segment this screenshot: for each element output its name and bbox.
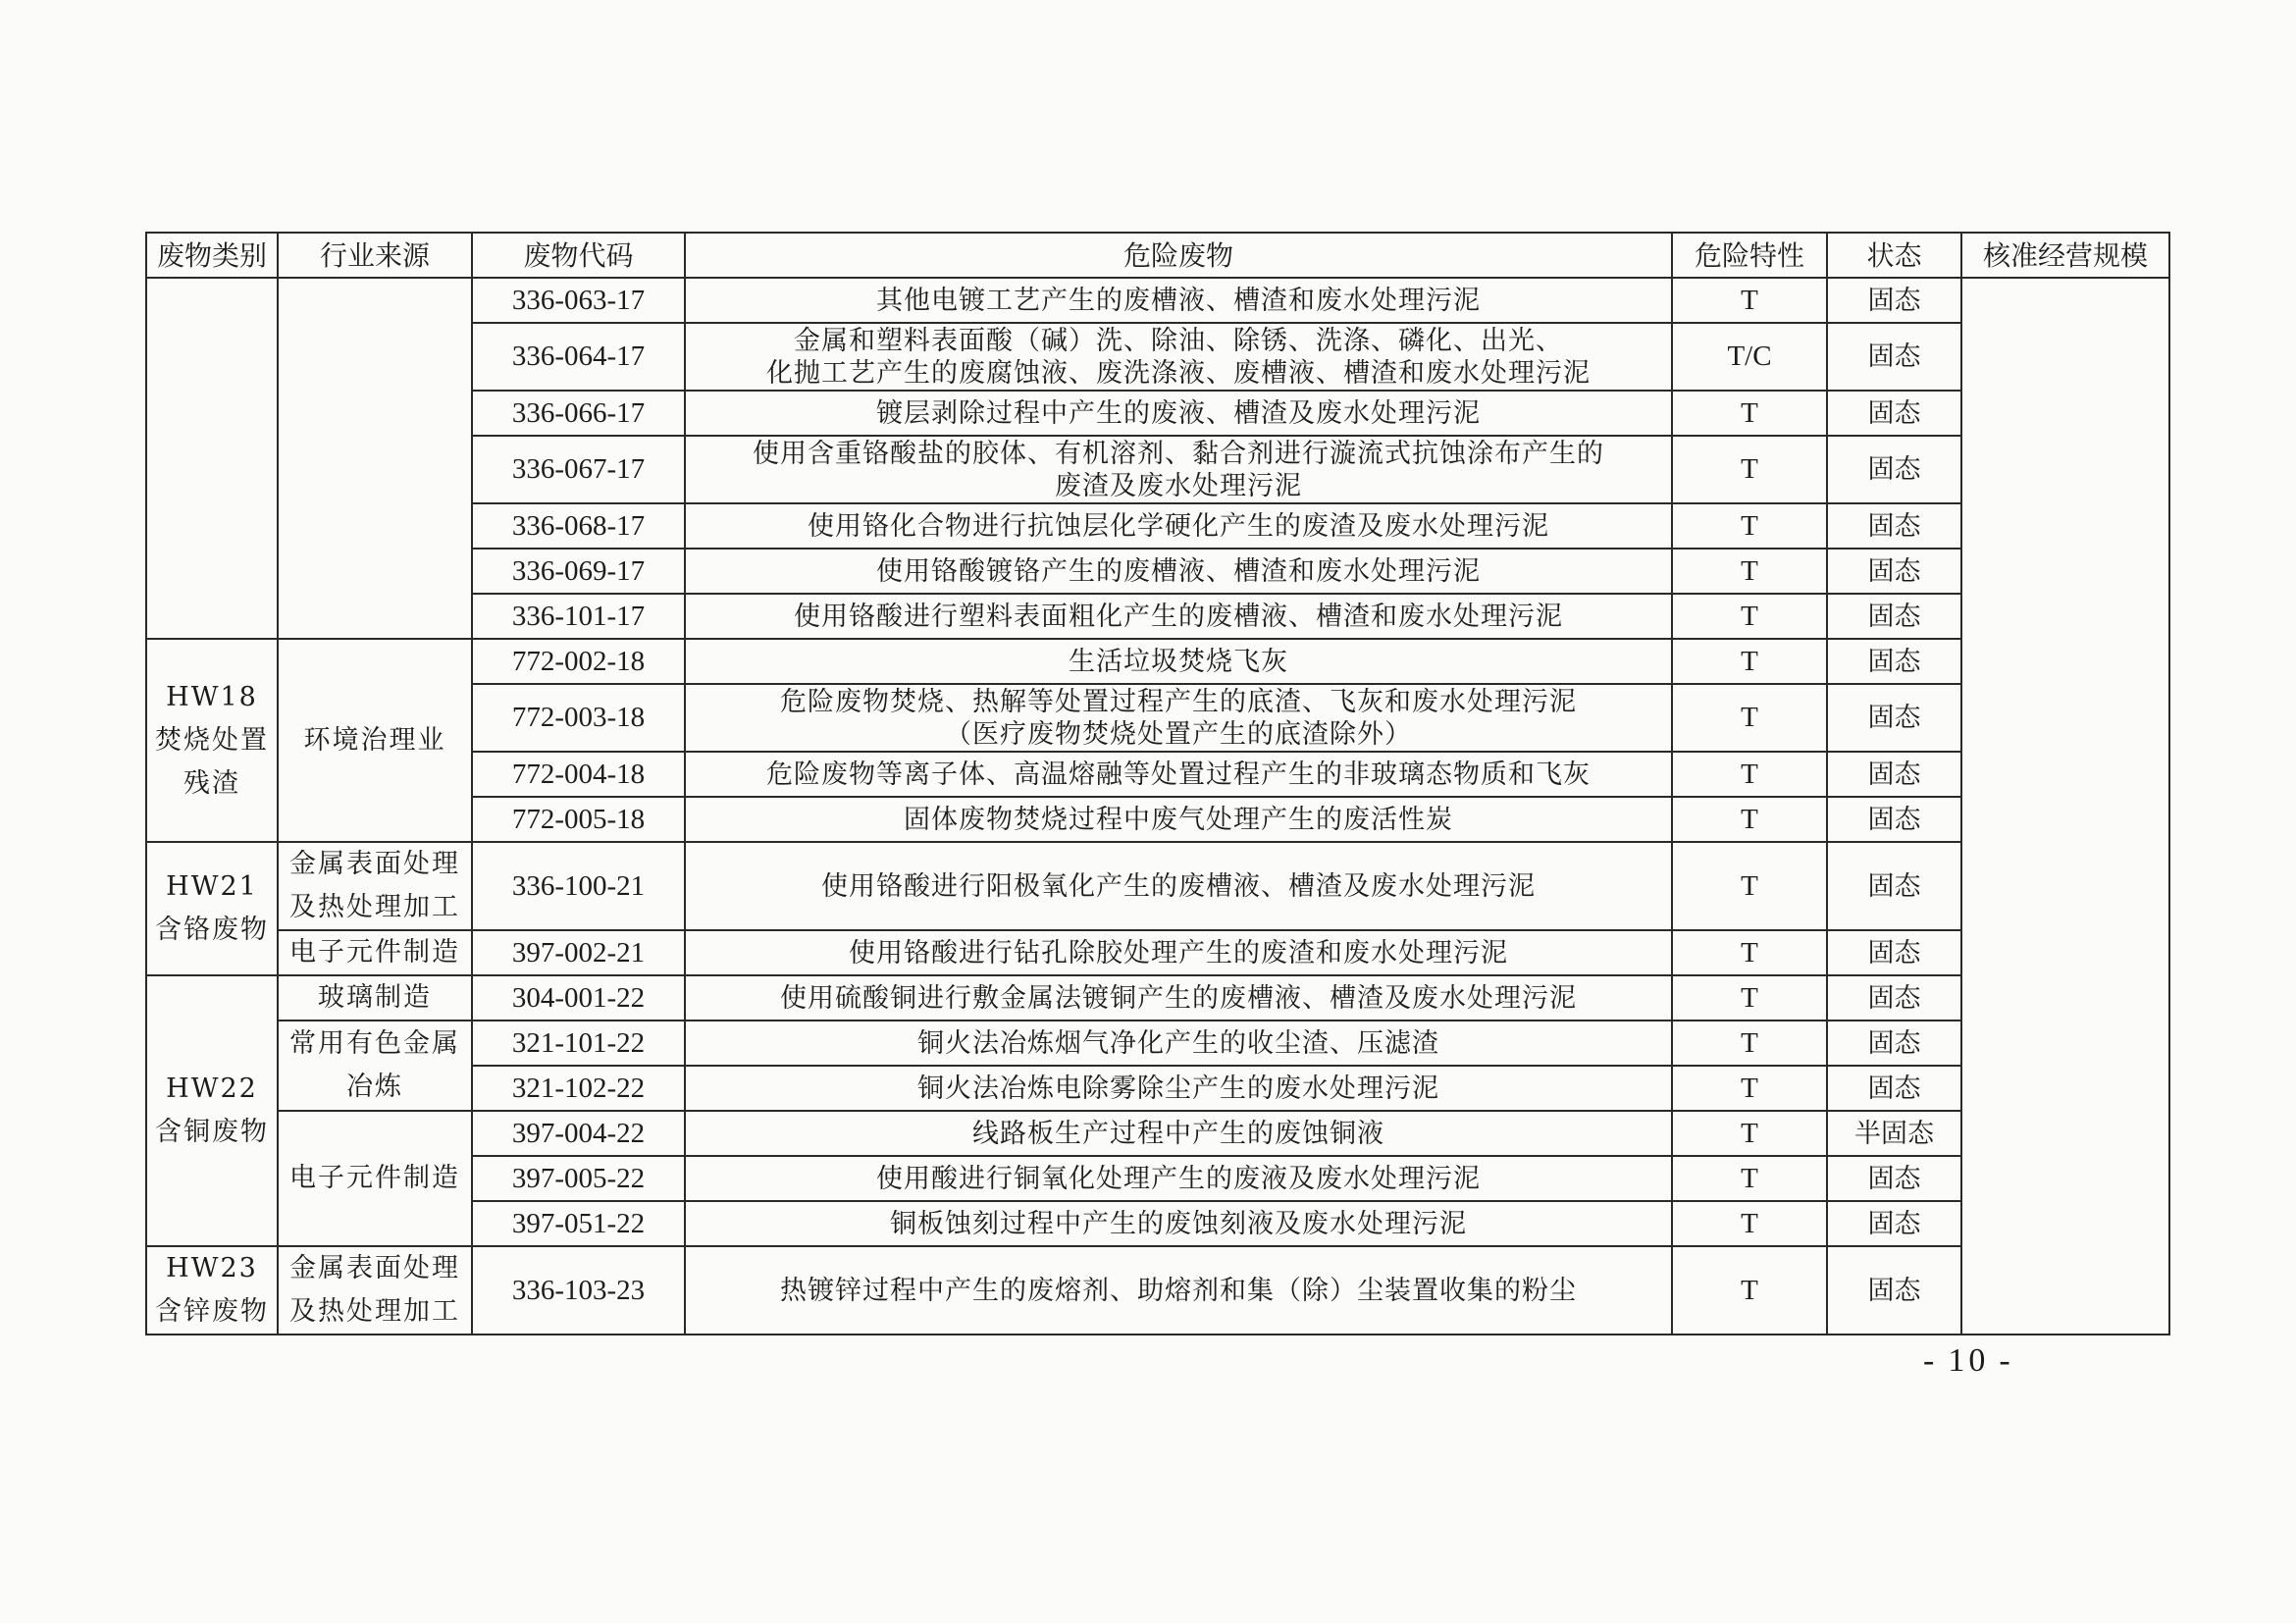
waste-description: 铜火法冶炼电除雾除尘产生的废水处理污泥	[685, 1066, 1672, 1111]
waste-code: 336-103-23	[472, 1246, 685, 1335]
source-cell	[278, 842, 472, 930]
table-row	[146, 1021, 2169, 1066]
table-row	[146, 1246, 2169, 1335]
hazard-property: T	[1672, 1201, 1827, 1246]
waste-state: 固态	[1827, 1021, 1961, 1066]
waste-state: 固态	[1827, 391, 1961, 436]
waste-description: 固体废物焚烧过程中废气处理产生的废活性炭	[685, 797, 1672, 842]
waste-state: 固态	[1827, 639, 1961, 684]
source-cell: 环境治理业	[278, 639, 472, 842]
waste-code: 336-063-17	[472, 278, 685, 323]
category-name: 含锌废物	[155, 1296, 269, 1327]
category-code: HW18	[166, 681, 258, 712]
description-line: （医疗废物焚烧处置产生的底渣除外）	[945, 718, 1412, 750]
table-row	[146, 639, 2169, 684]
waste-description: 使用铬酸进行钻孔除胶处理产生的废渣和废水处理污泥	[685, 930, 1672, 975]
header-code: 废物代码	[472, 233, 685, 278]
waste-code: 397-051-22	[472, 1201, 685, 1246]
hazard-property: T	[1672, 797, 1827, 842]
waste-description: 使用铬化合物进行抗蚀层化学硬化产生的废渣及废水处理污泥	[685, 503, 1672, 549]
waste-state: 固态	[1827, 549, 1961, 594]
page-number-dash: -	[1923, 1342, 1939, 1379]
hazard-property: T	[1672, 549, 1827, 594]
waste-description: 使用酸进行铜氧化处理产生的废液及废水处理污泥	[685, 1156, 1672, 1201]
waste-code: 772-005-18	[472, 797, 685, 842]
hazard-property: T	[1672, 1246, 1827, 1335]
category-code: HW22	[166, 1073, 258, 1104]
category-name: 残渣	[183, 767, 240, 799]
waste-state: 固态	[1827, 503, 1961, 549]
table-row	[146, 842, 2169, 930]
source-cell: 电子元件制造	[278, 1111, 472, 1246]
category-name: 含铬废物	[155, 915, 269, 945]
page-number-dash: -	[1999, 1342, 2014, 1379]
waste-state: 固态	[1827, 1246, 1961, 1335]
waste-code: 321-101-22	[472, 1021, 685, 1066]
source-cell-empty	[278, 278, 472, 639]
waste-description: 线路板生产过程中产生的废蚀铜液	[685, 1111, 1672, 1156]
waste-state: 固态	[1827, 930, 1961, 975]
waste-code: 336-101-17	[472, 594, 685, 639]
waste-code: 336-066-17	[472, 391, 685, 436]
waste-description: 危险废物等离子体、高温熔融等处置过程产生的非玻璃态物质和飞灰	[685, 752, 1672, 797]
hazard-property: T	[1672, 1111, 1827, 1156]
header-hazard: 危险特性	[1672, 233, 1827, 278]
header-category: 废物类别	[146, 233, 278, 278]
source-line: 及热处理加工	[289, 892, 460, 922]
waste-state: 固态	[1827, 436, 1961, 503]
waste-description: 使用铬酸镀铬产生的废槽液、槽渣和废水处理污泥	[685, 549, 1672, 594]
waste-code: 336-064-17	[472, 323, 685, 391]
waste-state: 固态	[1827, 1156, 1961, 1201]
hazard-property: T	[1672, 842, 1827, 930]
category-name: 焚烧处置	[155, 724, 269, 756]
category-code: HW21	[166, 871, 258, 902]
hazard-property: T	[1672, 594, 1827, 639]
description-line: 金属和塑料表面酸（碱）洗、除油、除锈、洗涤、磷化、出光、	[794, 325, 1563, 356]
hazard-property: T	[1672, 1156, 1827, 1201]
waste-description: 使用硫酸铜进行敷金属法镀铜产生的废槽液、槽渣及废水处理污泥	[685, 975, 1672, 1021]
category-cell-hw18	[146, 639, 278, 842]
hazardous-waste-table	[145, 232, 2170, 1335]
source-cell: 玻璃制造	[278, 975, 472, 1021]
approved-scale-cell	[1961, 278, 2169, 1335]
waste-description: 生活垃圾焚烧飞灰	[685, 639, 1672, 684]
hazard-property: T	[1672, 930, 1827, 975]
hazard-property: T	[1672, 503, 1827, 549]
waste-description: 其他电镀工艺产生的废槽液、槽渣和废水处理污泥	[685, 278, 1672, 323]
description-line: 废渣及废水处理污泥	[1055, 470, 1302, 501]
table-row	[146, 930, 2169, 975]
waste-state: 固态	[1827, 1066, 1961, 1111]
category-cell-hw23	[146, 1246, 278, 1335]
hazard-property: T	[1672, 436, 1827, 503]
table-row	[146, 278, 2169, 323]
header-source: 行业来源	[278, 233, 472, 278]
table-row	[146, 1111, 2169, 1156]
hazard-property: T	[1672, 391, 1827, 436]
category-cell-hw21	[146, 842, 278, 975]
source-cell: 电子元件制造	[278, 930, 472, 975]
waste-state: 固态	[1827, 278, 1961, 323]
waste-state: 固态	[1827, 797, 1961, 842]
waste-description: 铜火法冶炼烟气净化产生的收尘渣、压滤渣	[685, 1021, 1672, 1066]
waste-code: 336-069-17	[472, 549, 685, 594]
source-line: 及热处理加工	[289, 1296, 460, 1327]
header-scale: 核准经营规模	[1961, 233, 2169, 278]
waste-state: 固态	[1827, 975, 1961, 1021]
waste-description: 铜板蚀刻过程中产生的废蚀刻液及废水处理污泥	[685, 1201, 1672, 1246]
source-cell	[278, 1246, 472, 1335]
hazard-property: T	[1672, 639, 1827, 684]
hazard-property: T	[1672, 1021, 1827, 1066]
waste-state: 固态	[1827, 323, 1961, 391]
source-line: 冶炼	[346, 1072, 403, 1102]
header-waste: 危险废物	[685, 233, 1672, 278]
waste-code: 321-102-22	[472, 1066, 685, 1111]
waste-state: 半固态	[1827, 1111, 1961, 1156]
waste-description	[685, 436, 1672, 503]
waste-code: 336-068-17	[472, 503, 685, 549]
hazard-property: T	[1672, 752, 1827, 797]
hazard-property: T/C	[1672, 323, 1827, 391]
waste-description: 使用铬酸进行塑料表面粗化产生的废槽液、槽渣和废水处理污泥	[685, 594, 1672, 639]
waste-description	[685, 323, 1672, 391]
waste-state: 固态	[1827, 842, 1961, 930]
page-number-value: 10	[1948, 1342, 1990, 1379]
source-cell	[278, 1021, 472, 1111]
header-row	[146, 233, 2169, 278]
waste-code: 336-100-21	[472, 842, 685, 930]
category-cell-hw22	[146, 975, 278, 1246]
waste-state: 固态	[1827, 594, 1961, 639]
waste-description: 镀层剥除过程中产生的废液、槽渣及废水处理污泥	[685, 391, 1672, 436]
waste-code: 397-005-22	[472, 1156, 685, 1201]
hazard-property: T	[1672, 278, 1827, 323]
waste-code: 304-001-22	[472, 975, 685, 1021]
table-row	[146, 975, 2169, 1021]
hazard-property: T	[1672, 684, 1827, 752]
source-line: 金属表面处理	[289, 849, 460, 879]
header-state: 状态	[1827, 233, 1961, 278]
source-line: 金属表面处理	[289, 1253, 460, 1283]
waste-code: 397-004-22	[472, 1111, 685, 1156]
waste-code: 772-003-18	[472, 684, 685, 752]
category-cell-empty	[146, 278, 278, 639]
category-code: HW23	[166, 1253, 258, 1283]
waste-description	[685, 684, 1672, 752]
waste-code: 772-002-18	[472, 639, 685, 684]
category-name: 含铜废物	[155, 1117, 269, 1147]
description-line: 使用含重铬酸盐的胶体、有机溶剂、黏合剂进行漩流式抗蚀涂布产生的	[753, 438, 1604, 469]
description-line: 化抛工艺产生的废腐蚀液、废洗涤液、废槽液、槽渣和废水处理污泥	[766, 357, 1591, 389]
waste-description: 使用铬酸进行阳极氧化产生的废槽液、槽渣及废水处理污泥	[685, 842, 1672, 930]
page-number	[1913, 1342, 2024, 1380]
waste-state: 固态	[1827, 684, 1961, 752]
description-line: 危险废物焚烧、热解等处置过程产生的底渣、飞灰和废水处理污泥	[780, 686, 1577, 717]
hazard-property: T	[1672, 975, 1827, 1021]
waste-state: 固态	[1827, 752, 1961, 797]
waste-code: 397-002-21	[472, 930, 685, 975]
hazard-property: T	[1672, 1066, 1827, 1111]
source-line: 常用有色金属	[289, 1028, 460, 1059]
waste-state: 固态	[1827, 1201, 1961, 1246]
waste-description: 热镀锌过程中产生的废熔剂、助熔剂和集（除）尘装置收集的粉尘	[685, 1246, 1672, 1335]
waste-code: 336-067-17	[472, 436, 685, 503]
waste-code: 772-004-18	[472, 752, 685, 797]
